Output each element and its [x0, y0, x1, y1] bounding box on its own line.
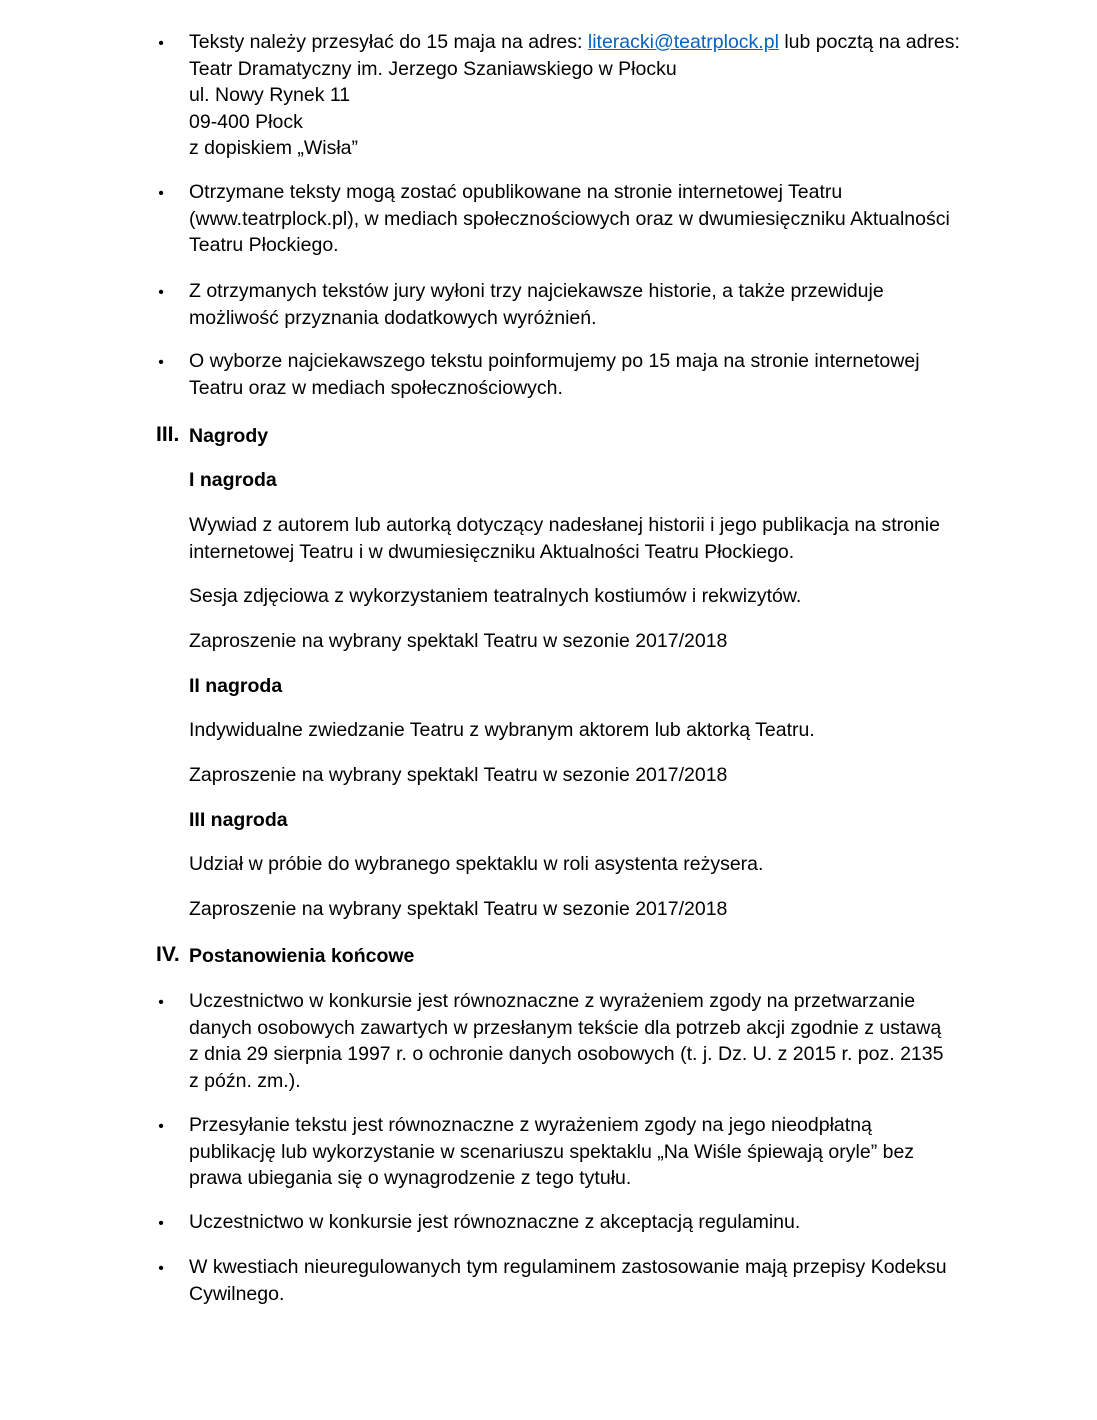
list-item-line: O wyborze najciekawszego tekstu poinformujemy po 15 maja na stronie internetowej [189, 350, 920, 372]
list-item-line: z dnia 29 sierpnia 1997 r. o ochronie danych osobowych (t. j. Dz. U. z 2015 r. poz. 2135 [189, 1043, 944, 1065]
list-item-line: prawa ubiegania się o wynagrodzenie z tego tytułu. [189, 1167, 632, 1189]
section-title: Nagrody [189, 425, 269, 447]
address-line: 09-400 Płock [189, 110, 303, 133]
paragraph-line: internetowej Teatru i w dwumiesięczniku Aktualności Teatru Płockiego. [189, 540, 795, 563]
bullet: • [158, 1260, 164, 1277]
email-link[interactable]: literacki@teatrplock.pl [587, 31, 779, 53]
paragraph [189, 512, 989, 565]
list-item-line [189, 29, 989, 56]
paragraph: Zaproszenie na wybrany spektakl Teatru w sezonie 2017/2018 [189, 898, 728, 920]
section-number: III. [156, 423, 180, 446]
list-item-line: możliwość przyznania dodatkowych wyróżnień. [189, 306, 597, 329]
prize-title: I nagroda [189, 469, 277, 491]
address-line: ul. Nowy Rynek 11 [189, 84, 351, 106]
text-segment: Teksty należy przesyłać do 15 maja na adres: [189, 31, 588, 53]
paragraph: Udział w próbie do wybranego spektaklu w roli asystenta reżysera. [189, 853, 764, 875]
list-item-line: W kwestiach nieuregulowanych tym regulaminem zastosowanie mają przepisy Kodeksu [189, 1256, 947, 1278]
address-line: Teatr Dramatyczny im. Jerzego Szaniawskiego w Płocku [189, 57, 677, 80]
list-item-line: z późn. zm.). [189, 1069, 301, 1092]
list-item-line: (www.teatrplock.pl), w mediach społecznościowych oraz w dwumiesięczniku Aktualności [189, 207, 950, 230]
list-item-line: Przesyłanie tekstu jest równoznaczne z wyrażeniem zgody na jego nieodpłatną [189, 1114, 872, 1136]
paragraph: Zaproszenie na wybrany spektakl Teatru w sezonie 2017/2018 [189, 630, 728, 652]
list-item [189, 1254, 989, 1307]
list-item-line: danych osobowych zawartych w przesłanym tekście dla potrzeb akcji zgodnie z ustawą [189, 1016, 942, 1039]
section-title: Postanowienia końcowe [189, 945, 415, 967]
text-segment: lub pocztą na adres: [778, 31, 960, 53]
list-item-line: Cywilnego. [189, 1282, 285, 1305]
list-item-line: Teatru Płockiego. [189, 234, 339, 256]
bullet: • [158, 354, 164, 371]
list-item-line: Otrzymane teksty mogą zostać opublikowane na stronie internetowej Teatru [189, 181, 843, 203]
list-item-line: Uczestnictwo w konkursie jest równoznaczne z akceptacją regulaminu. [189, 1211, 801, 1233]
bullet: • [158, 284, 164, 301]
paragraph-line: Wywiad z autorem lub autorką dotyczący nadesłanej historii i jego publikacja na stronie [189, 514, 940, 536]
prize-title: II nagroda [189, 675, 283, 697]
bullet: • [158, 35, 164, 52]
list-item [189, 348, 989, 401]
list-item [189, 179, 989, 259]
list-item [189, 1112, 989, 1192]
section-number: IV. [156, 943, 180, 966]
list-item-line: Teatru oraz w mediach społecznościowych. [189, 376, 563, 399]
list-item-line: Uczestnictwo w konkursie jest równoznaczne z wyrażeniem zgody na przetwarzanie [189, 990, 916, 1012]
bullet: • [158, 994, 164, 1011]
list-item-line: Z otrzymanych tekstów jury wyłoni trzy najciekawsze historie, a także przewiduje [189, 280, 884, 302]
paragraph: Zaproszenie na wybrany spektakl Teatru w sezonie 2017/2018 [189, 764, 728, 786]
list-item [189, 1209, 989, 1236]
paragraph: Sesja zdjęciowa z wykorzystaniem teatralnych kostiumów i rekwizytów. [189, 585, 802, 607]
address-line: z dopiskiem „Wisła” [189, 137, 359, 159]
bullet: • [158, 185, 164, 202]
list-item [189, 278, 989, 331]
list-item [189, 988, 989, 1094]
list-item [189, 29, 989, 162]
bullet: • [158, 1118, 164, 1135]
list-item-line: publikację lub wykorzystanie w scenariuszu spektaklu „Na Wiśle śpiewają oryle” bez [189, 1140, 915, 1163]
paragraph: Indywidualne zwiedzanie Teatru z wybranym aktorem lub aktorką Teatru. [189, 719, 815, 741]
prize-title: III nagroda [189, 809, 288, 831]
bullet: • [158, 1215, 164, 1232]
